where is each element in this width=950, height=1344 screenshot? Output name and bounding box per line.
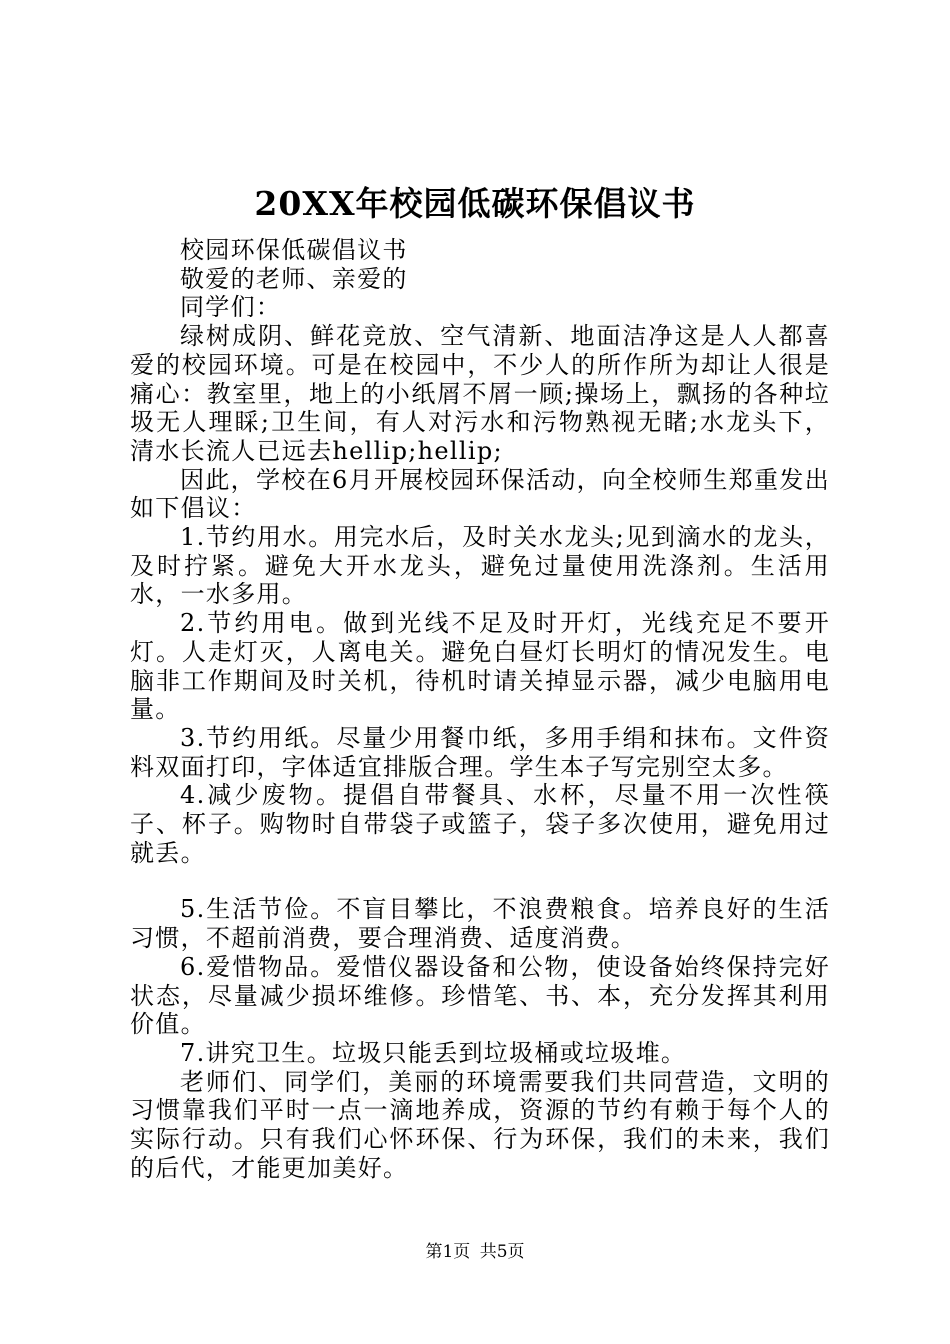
page-footer [0,1240,950,1264]
paragraph-salutation-2: 同学们： [180,293,282,322]
document-title: 20XX年校园低碳环保倡议书 [254,184,696,223]
paragraph-item-6: 6.爱惜物品。爱惜仪器设备和公物，使设备始终保持完好状态，尽量减少损坏维修。珍惜笔、书、本，充分发挥其利用价值。 [130,952,830,1039]
paragraph-heading: 校园环保低碳倡议书 [180,236,408,264]
paragraph-salutation-1: 敬爱的老师、亲爱的 [180,264,408,293]
paragraph-item-7: 7.讲究卫生。垃圾只能丢到垃圾桶或垃圾堆。 [180,1038,687,1067]
paragraph-proposal-lead: 因此，学校在6月开展校园环保活动，向全校师生郑重发出如下倡议： [130,465,830,523]
document-body [130,236,830,1183]
paragraph-closing: 老师们、同学们，美丽的环境需要我们共同营造，文明的习惯靠我们平时一点一滴地养成，资源的节约有赖于每个人的实际行动。只有我们心怀环保、行为环保，我们的未来，我们的后代，才能更加美好。 [130,1067,830,1182]
paragraph-item-3: 3.节约用纸。尽量少用餐巾纸，多用手绢和抹布。文件资料双面打印，字体适宜排版合理。学生本子写完别空太多。 [130,723,830,781]
page-total: 共5页 [479,1242,525,1262]
paragraph-intro: 绿树成阴、鲜花竞放、空气清新、地面洁净这是人人都喜爱的校园环境。可是在校园中，不少人的所作所为却让人很是痛心：教室里，地上的小纸屑不屑一顾;操场上，飘扬的各种垃圾无人理睬;卫生间，有人对污水和污物熟视无睹;水龙头下，清水长流人已远去hellip;hellip; [130,322,830,465]
page-number: 第1页 [425,1242,471,1262]
paragraph-item-4: 4.减少废物。提倡自带餐具、水杯，尽量不用一次性筷子、杯子。购物时自带袋子或篮子，袋子多次使用，避免用过就丢。 [130,781,830,867]
paragraph-item-2: 2.节约用电。做到光线不足及时开灯，光线充足不要开灯。人走灯灭，人离电关。避免白昼灯长明灯的情况发生。电脑非工作期间及时关机，待机时请关掉显示器，减少电脑用电量。 [130,609,830,724]
paragraph-item-5: 5.生活节俭。不盲目攀比，不浪费粮食。培养良好的生活习惯，不超前消费，要合理消费、适度消费。 [130,895,830,953]
paragraph-item-1: 1.节约用水。用完水后，及时关水龙头;见到滴水的龙头，及时拧紧。避免大开水龙头，避免过量使用洗涤剂。生活用水，一水多用。 [130,523,830,609]
